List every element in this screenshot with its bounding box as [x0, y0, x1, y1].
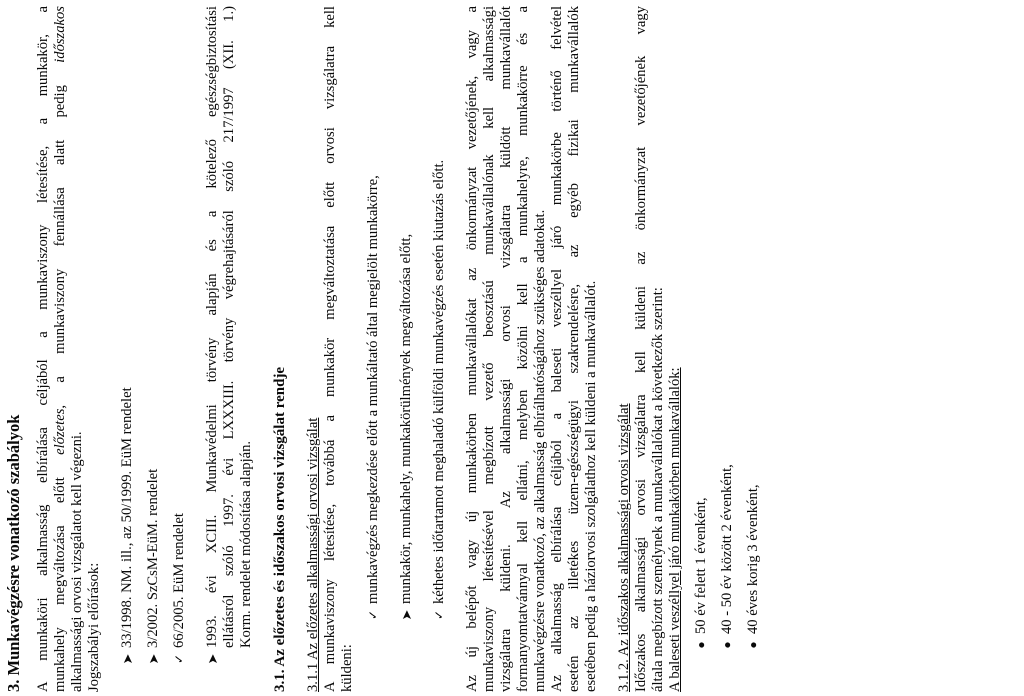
spacer: [684, 6, 693, 692]
paragraph-line: küldeni:: [339, 644, 355, 692]
list-item: [398, 6, 415, 692]
tick-bullet-icon: ✓: [172, 653, 186, 665]
spacer: [255, 6, 271, 692]
paragraph-line: vizsgálatra küldeni. Az alkalmassági orvosi vizsgálatra küldött munkavállalót: [498, 6, 514, 692]
paragraph-line: A munkaviszony létesítése, továbbá a munkakör megváltoztatása előtt orvosi vizsgálatra kell: [322, 6, 338, 692]
list-item: [204, 6, 221, 692]
intro-line-3: alkalmassági orvosi vizsgálatot kell végezni.: [69, 431, 85, 692]
list-item: [719, 6, 736, 692]
list-item-text: 1993. évi XCIII. Munkavédelmi törvény alapján és a kötelező egészségbiztosítási: [204, 6, 220, 648]
subsection-heading: 3.1.2. Az időszakos alkalmassági orvosi vizsgálat: [616, 403, 632, 692]
paragraph-line: formanyomtatvánnyal kell ellátni, melyben közölni kell a munkahelyre, munkakörre és a: [515, 6, 531, 692]
list-item: [365, 6, 382, 692]
spacer: [103, 6, 119, 692]
spacer: [448, 6, 464, 692]
round-bullet-icon: ●: [694, 641, 708, 649]
list-item-text: 50 év felett 1 évenként,: [693, 497, 709, 634]
list-item-text: 33/1998. NM. ill., az 50/1999. EüM rendelet: [119, 387, 135, 648]
list-item-text: munkavégzés megkezdése előtt a munkáltató által megjelölt munkakörre,: [365, 175, 381, 604]
round-bullet-icon: ●: [746, 641, 760, 649]
spacer: [188, 6, 204, 692]
list-item-text: 40 éves korig 3 évenként,: [745, 484, 761, 634]
intro-line-4: Jogszabályi előírások:: [86, 562, 102, 692]
list-item-text: 3/2002. SzCsM-EüM. rendelet: [145, 468, 161, 648]
intro-italic-term: időszakos: [52, 6, 68, 63]
intro-line-2: [52, 6, 69, 692]
paragraph-line: Időszakos alkalmassági orvosi vizsgálatra kell küldeni az önkormányzat vezetőjének vagy: [633, 6, 649, 692]
arrowhead-bullet-icon: ➤: [205, 653, 220, 665]
list-item-text: 40 - 50 év között 2 évenként,: [719, 464, 735, 634]
subsection-heading: 3.1.1 Az előzetes alkalmassági orvosi vizsgálat: [305, 417, 321, 692]
arrowhead-bullet-icon: ➤: [399, 609, 414, 621]
spacer: [382, 6, 398, 692]
arrowhead-bullet-icon: ➤: [146, 653, 161, 665]
paragraph-line: Az új belépőt vagy új munkakörben munkavállalókat az önkormányzat vezetőjének, vagy a: [464, 6, 480, 692]
spacer: [136, 6, 145, 692]
list-item: [745, 6, 762, 692]
list-item: [431, 6, 448, 692]
spacer: [289, 6, 305, 692]
paragraph-line: munkavégzésre vonatkozó, az alkalmasság elbírálhatóságához szükséges adatokat.: [532, 209, 548, 692]
section-heading: 3.1. Az előzetes és időszakos orvosi vizsgálat rendje: [272, 366, 288, 692]
spacer: [415, 6, 431, 692]
intro-text: munkahely megváltozása előtt: [52, 454, 68, 692]
list-item: [145, 6, 162, 692]
intro-line-1: A munkaköri alkalmasság elbírálása céljából a munkaviszony létesítése, a munkakör, a: [35, 6, 51, 692]
spacer: [736, 6, 745, 692]
list-item: [119, 6, 136, 692]
paragraph-line: Az alkalmasság elbírálása céljából a baleseti veszéllyel járó munkakörbe történő felvétel: [549, 6, 565, 692]
paragraph-line: munkaviszony létesítésével megbízott vezető beosztású munkavállalónak kell alkalmassági: [481, 6, 497, 692]
arrowhead-bullet-icon: ➤: [120, 653, 135, 665]
list-item-text: munkakör, munkahely, munkakörülmények megváltozása előtt,: [398, 233, 414, 604]
spacer: [710, 6, 719, 692]
spacer: [162, 6, 171, 692]
intro-italic-term: előzetes: [52, 408, 68, 455]
paragraph-line: általa megbízott személynek a munkavállalókat a következők szerint:: [650, 287, 666, 692]
page-title: 3. Munkavégzésre vonatkozó szabályok: [4, 414, 23, 692]
paragraph-line: esetében pedig a háziorvosi szolgálathoz kell küldeni a munkavállalót.: [583, 280, 599, 692]
paragraph-line: esetén az illetékes üzem-egészségügyi szakrendelésre, az egyéb fizikai munkavállalók: [566, 6, 582, 692]
law-line-2: ellátásról szóló 1997. évi LXXXIII. törvény végrehajtásáról szóló 217/1997 (XII. 1.): [221, 6, 237, 648]
list-item: [171, 6, 188, 692]
tick-bullet-icon: ✓: [366, 609, 380, 621]
list-item-text: 66/2005. EüM rendelet: [171, 513, 187, 648]
list-item-text: kéthetes időtartamot meghaladó külföldi munkavégzés esetén kiutazás előtt.: [431, 159, 447, 604]
list-item: [693, 6, 710, 692]
law-line-3: Korm. rendelet módosítása alapján.: [238, 440, 254, 648]
paragraph-line: A baleseti veszéllyel járó munkakörben munkavállalók:: [667, 367, 683, 692]
spacer: [356, 6, 365, 692]
intro-text: , a munkaviszony fennállása alatt pedig: [52, 62, 68, 409]
spacer: [600, 6, 616, 692]
spacer: [26, 6, 35, 692]
round-bullet-icon: ●: [720, 641, 734, 649]
tick-bullet-icon: ✓: [432, 609, 446, 621]
